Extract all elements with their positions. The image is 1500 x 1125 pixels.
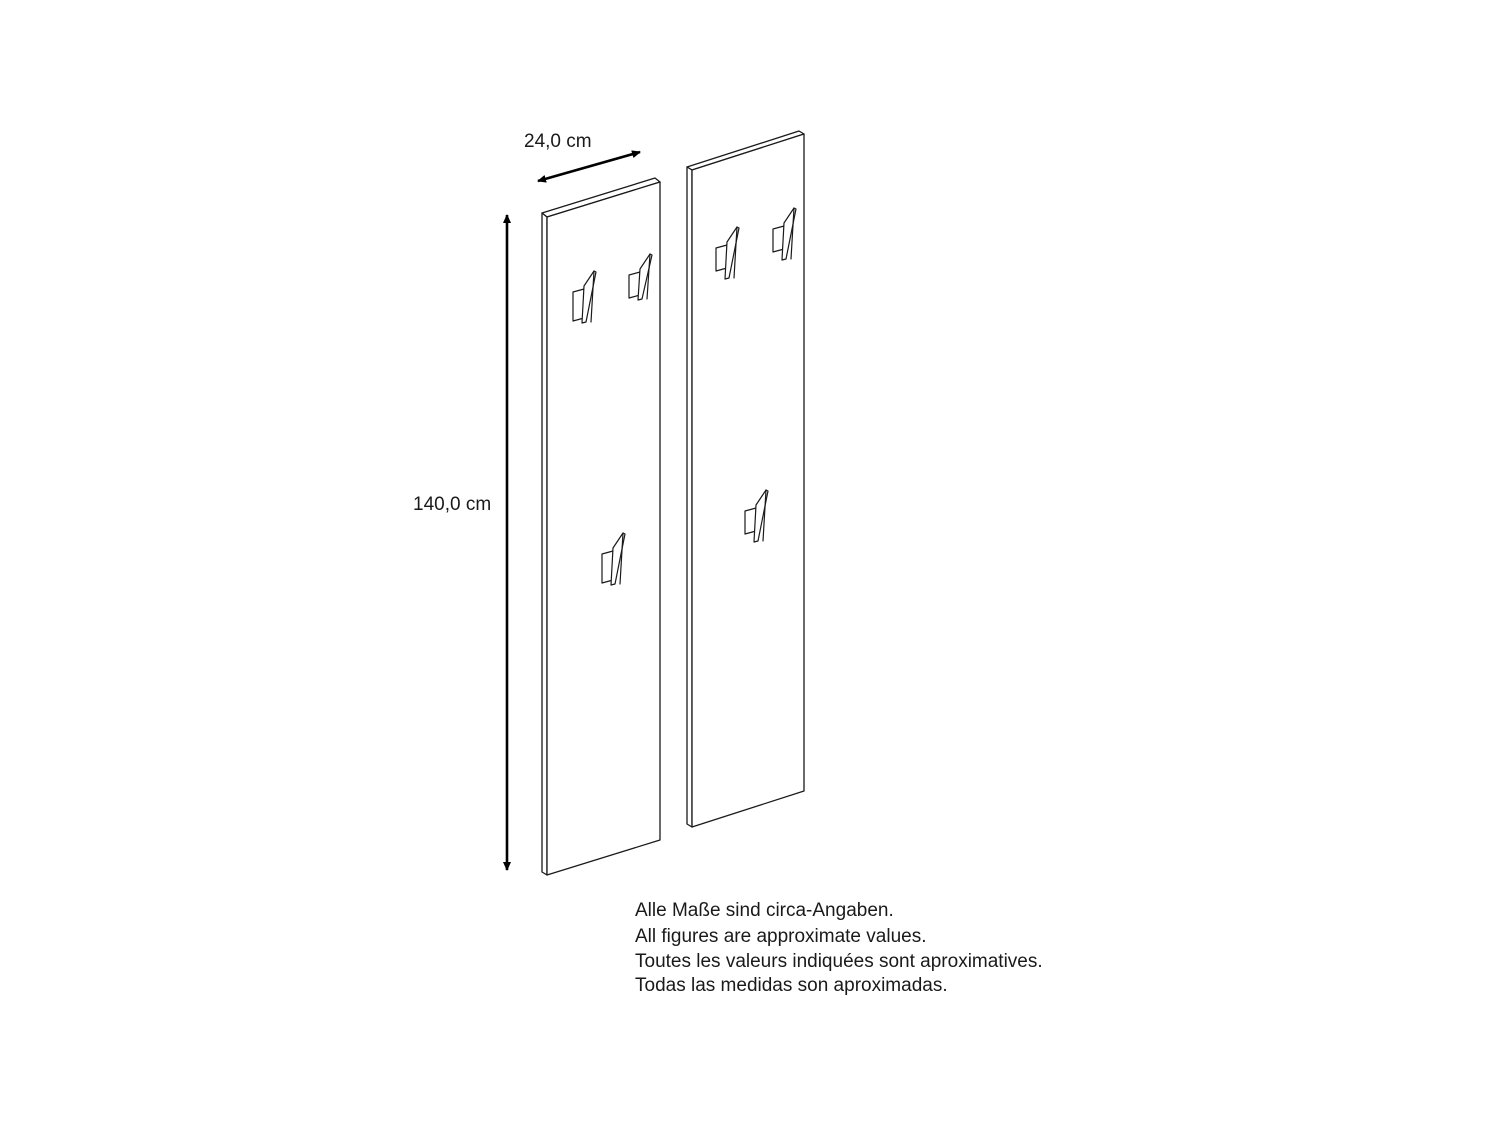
width-dimension-label: 24,0 cm [524, 131, 592, 152]
note-line-german: Alle Maße sind circa-Angaben. [635, 900, 894, 921]
front-panel [542, 178, 660, 875]
back-panel [687, 131, 804, 827]
note-line-english: All figures are approximate values. [635, 926, 927, 947]
note-line-spanish: Todas las medidas son aproximadas. [635, 975, 948, 996]
height-dimension-label: 140,0 cm [413, 494, 492, 515]
approximate-values-note [635, 900, 1043, 996]
note-line-french: Toutes les valeurs indiquées sont aproximatives. [635, 951, 1043, 972]
width-dimension-arrow [538, 152, 640, 181]
